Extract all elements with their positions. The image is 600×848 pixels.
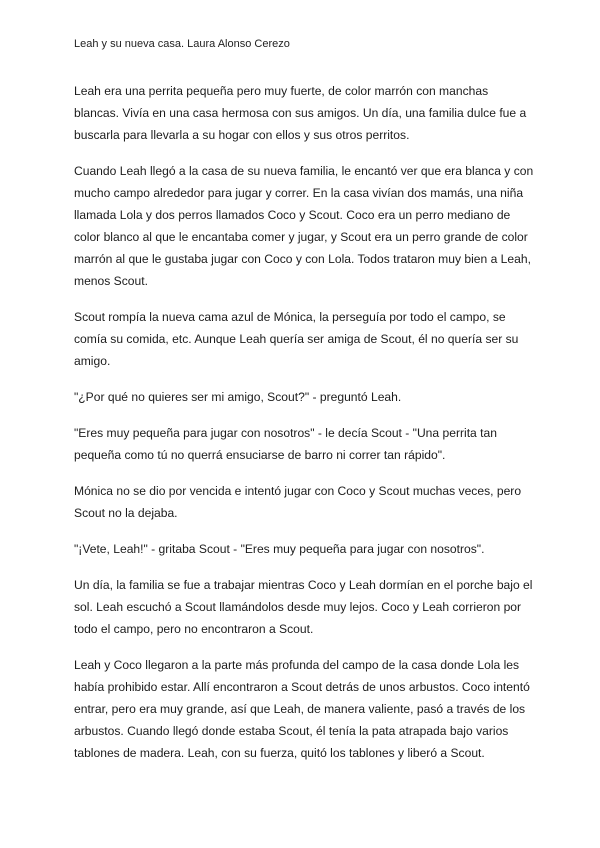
running-header: Leah y su nueva casa. Laura Alonso Cerezo <box>74 38 290 50</box>
paragraph: "¿Por qué no quieres ser mi amigo, Scout?" - preguntó Leah. <box>74 390 402 404</box>
paragraph: Mónica no se dio por vencida e intentó jugar con Coco y Scout muchas veces, pero Scout no la dejaba. <box>74 484 522 520</box>
paragraph: Cuando Leah llegó a la casa de su nueva familia, le encantó ver que era blanca y con mucho campo alrededor para jugar y correr. En la casa vivían dos mamás, una niña llamada Lola y dos perros llamados Coco y Scout. Coco era un perro mediano de color blanco al que le encantaba comer y jugar, y Scout era un perro grande de color marrón al que le gustaba jugar con Coco y con Lola. Todos trataron muy bien a Leah, menos Scout. <box>74 164 534 288</box>
paragraph: "¡Vete, Leah!" - gritaba Scout - "Eres muy pequeña para jugar con nosotros". <box>74 542 485 556</box>
paragraph: Leah era una perrita pequeña pero muy fuerte, de color marrón con manchas blancas. Vivía en una casa hermosa con sus amigos. Un día, una familia dulce fue a buscarla para llevarla a su hogar con ellos y sus otros perritos. <box>74 84 527 142</box>
paragraph: Scout rompía la nueva cama azul de Mónica, la perseguía por todo el campo, se comía su comida, etc. Aunque Leah quería ser amiga de Scout, él no quería ser su amigo. <box>74 310 519 368</box>
paragraph: Leah y Coco llegaron a la parte más profunda del campo de la casa donde Lola les había prohibido estar. Allí encontraron a Scout detrás de unos arbustos. Coco intentó entrar, pero era muy grande, así que Leah, de manera valiente, pasó a través de los arbustos. Cuando llegó donde estaba Scout, él tenía la pata atrapada bajo varios tablones de madera. Leah, con su fuerza, quitó los tablones y liberó a Scout. <box>74 658 530 760</box>
paragraph: "Eres muy pequeña para jugar con nosotros" - le decía Scout - "Una perrita tan pequeña como tú no querrá ensuciarse de barro ni correr tan rápido". <box>74 426 497 462</box>
paragraph: Un día, la familia se fue a trabajar mientras Coco y Leah dormían en el porche bajo el sol. Leah escuchó a Scout llamándolos desde muy lejos. Coco y Leah corrieron por todo el campo, pero no encontraron a Scout. <box>74 578 533 636</box>
story-body <box>74 80 534 778</box>
